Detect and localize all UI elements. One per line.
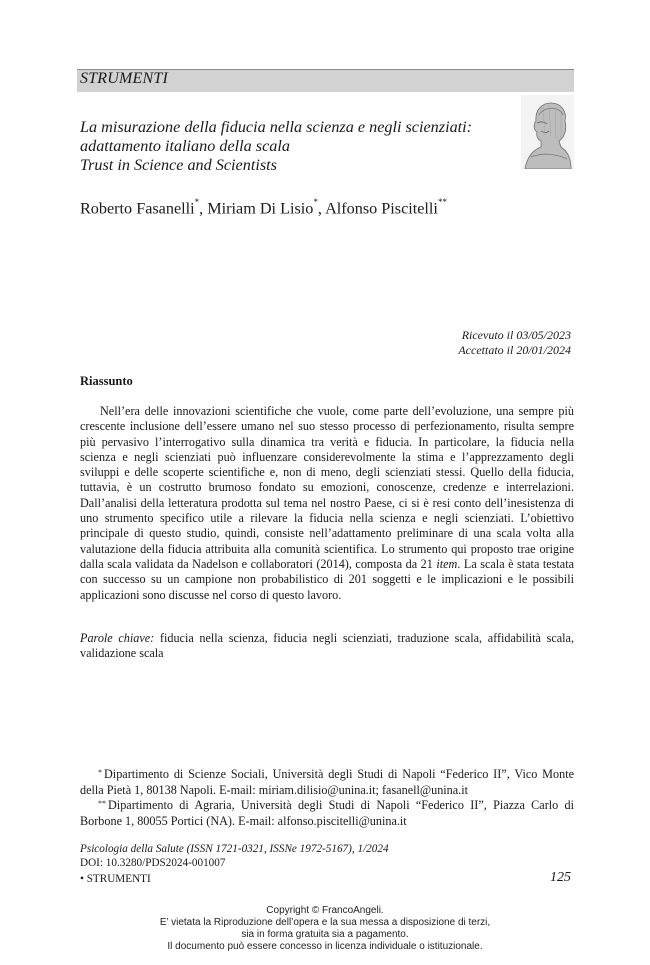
- footnote-mark: *: [98, 768, 102, 777]
- page-number: 125: [550, 870, 571, 885]
- abstract-text-end: . La scala è stata testata con successo su un campione non probabilistico di 201 soggetti e le implicazioni e le possibili applicazioni sono discusse nel corso di questo lavoro.: [80, 556, 574, 602]
- footnote-affiliation-1: [80, 767, 574, 799]
- copyright-line: Il documento può essere concesso in licenza individuale o istituzionale.: [167, 941, 483, 952]
- section-label: STRUMENTI: [80, 70, 169, 87]
- footnote-text: Dipartimento di Agraria, Università degli Studi di Napoli “Federico II”, Piazza Carlo di Borbone 1, 80055 Portici (NA). E-mail: alfonso.piscitelli@unina.it: [80, 798, 574, 829]
- copyright-line: Copyright © FrancoAngeli.: [266, 905, 384, 916]
- section-marker: • STRUMENTI: [80, 873, 151, 885]
- accepted-date: Accettato il 20/01/2024: [458, 343, 571, 357]
- abstract-heading: Riassunto: [80, 374, 133, 388]
- abstract-body: [80, 404, 574, 603]
- copyright-line: sia in forma gratuita sia a pagamento.: [241, 929, 409, 940]
- abstract-text: Nell’era delle innovazioni scientifiche che vuole, come parte dell’evoluzione, una sempre più crescente inclusione dell’essere umano nel suo stesso processo di perfezionamento, risulta sempre più pervasivo l’interrogativo sulla dinamica tra verità e fiducia. In particolare, la fiducia nella scienza e negli scienziati può influenzare considerevolmente la stima e l’apprezzamento degli sviluppi e delle scoperte scientifiche e, non di meno, degli scienziati stessi. Quello della fiducia, tuttavia, è un costrutto brumoso fondato su emozioni, conoscenze, credenze e interrelazioni. Dall’analisi della letteratura prodotta sul tema nel nostro Paese, ci si è resi conto dell’inesistenza di uno strumento specifico utile a rilevare la fiducia nella scienza e negli scienziati. L’obiettivo principale di questo studio, quindi, consiste nell’adattamento preliminare di una scala volta alla valutazione della fiducia attribuita alla comunità scientifica. Lo strumento qui proposto trae origine dalla scala validata da Nadelson e collaboratori (2014), composta da 21: [80, 404, 574, 571]
- keywords: [80, 631, 574, 662]
- author-name: Alfonso Piscitelli: [325, 199, 438, 218]
- author-affiliation-mark: *: [313, 197, 318, 207]
- author-name: Roberto Fasanelli: [80, 199, 195, 218]
- journal-citation: Psicologia della Salute (ISSN 1721-0321, ISSNe 1972-5167), 1/2024: [80, 843, 389, 855]
- author-separator: ,: [317, 199, 326, 218]
- keywords-text: fiducia nella scienza, fiducia negli scienziati, traduzione scala, affidabilità scala, validazione scala: [80, 631, 575, 661]
- footnote-affiliation-2: [80, 798, 574, 830]
- received-date: Ricevuto il 03/05/2023: [461, 328, 571, 342]
- footnote-mark: **: [98, 799, 106, 808]
- copyright-line: E’ vietata la Riproduzione dell’opera e la sua messa a disposizione di terzi,: [159, 917, 491, 928]
- keywords-label: Parole chiave:: [80, 631, 155, 645]
- portrait-engraving-icon: [521, 95, 574, 169]
- author-name: Miriam Di Lisio: [207, 199, 314, 218]
- abstract-italic-term: item: [436, 556, 458, 571]
- article-title-line-3: Trust in Science and Scientists: [80, 156, 277, 174]
- author-list: [80, 199, 447, 218]
- author-separator: ,: [199, 199, 208, 218]
- author-affiliation-mark: *: [194, 197, 200, 207]
- doi: DOI: 10.3280/PDS2024-001007: [80, 857, 226, 869]
- author-affiliation-mark: **: [437, 197, 447, 207]
- article-title-line-1: La misurazione della fiducia nella scienza e negli scienziati:: [80, 118, 473, 136]
- article-title-line-2: adattamento italiano della scala: [80, 137, 290, 155]
- footnote-text: Dipartimento di Scienze Sociali, Università degli Studi di Napoli “Federico II”, Vico Monte della Pietà 1, 80138 Napoli. E-mail: miriam.dilisio@unina.it; fasanell@unina.it: [80, 767, 574, 798]
